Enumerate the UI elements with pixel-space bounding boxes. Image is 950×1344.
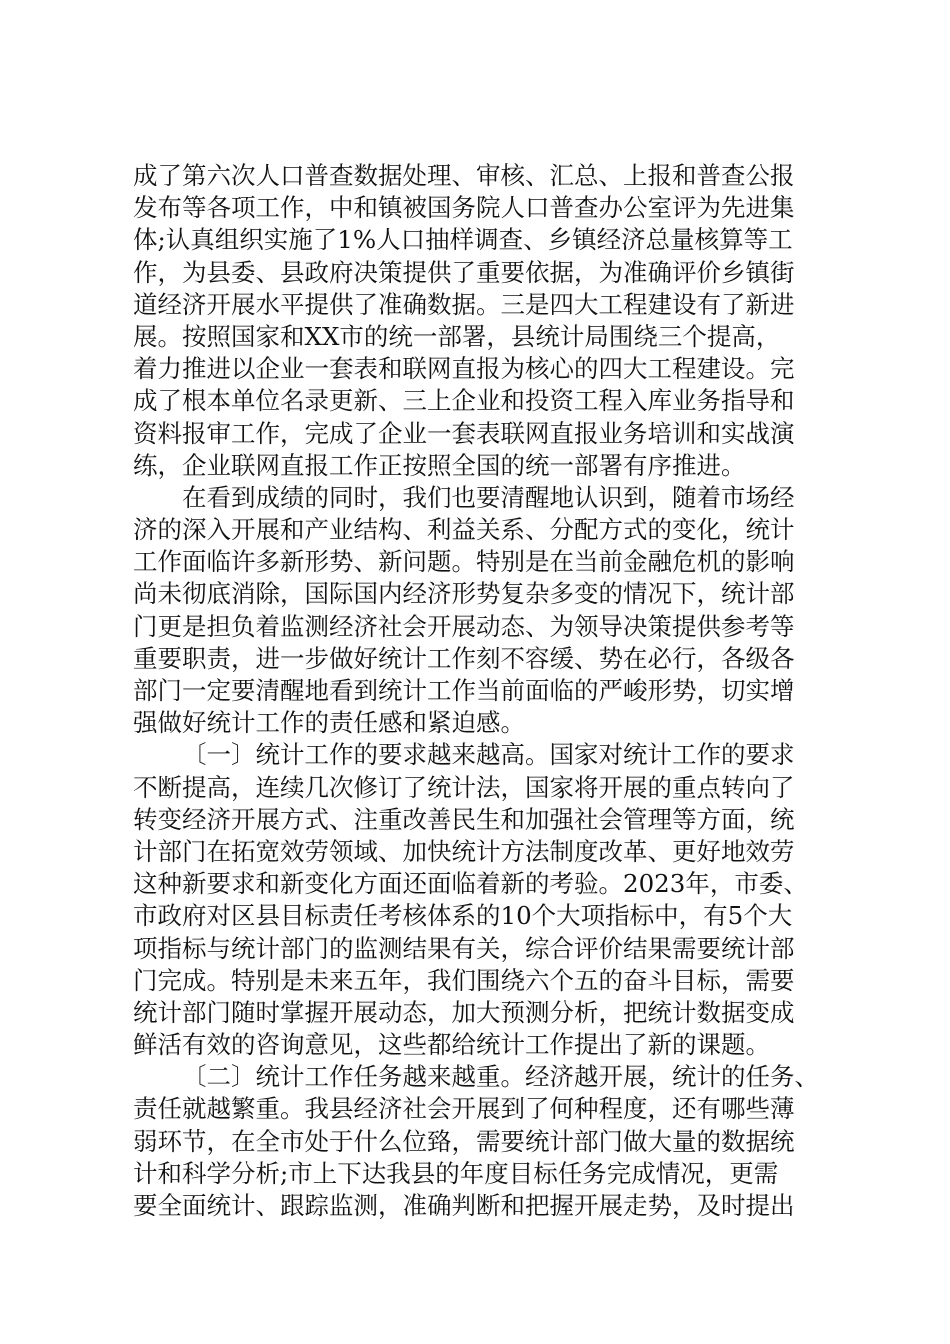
text-line: 这种新要求和新变化方面还面临着新的考验。2023年，市委、 [133, 869, 808, 899]
text-line: 计部门在拓宽效劳领域、加快统计方法制度改革、更好地效劳 [133, 836, 795, 866]
text-line: 道经济开展水平提供了准确数据。三是四大工程建设有了新进 [133, 289, 795, 319]
text-line: 计和科学分析;市上下达我县的年度目标任务完成情况，更需 [133, 1158, 779, 1188]
paragraph-start-line: 〔二〕统计工作任务越来越重。经济越开展，统计的任务、 [182, 1062, 819, 1092]
text-line: 练，企业联网直报工作正按照全国的统一部署有序推进。 [133, 450, 746, 480]
text-line: 尚未彻底消除，国际国内经济形势复杂多变的情况下，统计部 [133, 579, 795, 609]
paragraph-start-line: 在看到成绩的同时，我们也要清醒地认识到，随着市场经 [182, 482, 795, 512]
text-line: 鲜活有效的咨询意见，这些都给统计工作提出了新的课题。 [133, 1030, 770, 1060]
paragraph-start-line: 〔一〕统计工作的要求越来越高。国家对统计工作的要求 [182, 740, 795, 770]
text-line: 资料报审工作，完成了企业一套表联网直报业务培训和实战演 [133, 418, 795, 448]
text-line: 发布等各项工作，中和镇被国务院人口普查办公室评为先进集 [133, 193, 795, 223]
text-line: 门更是担负着监测经济社会开展动态、为领导决策提供参考等 [133, 611, 795, 641]
text-line: 弱环节，在全市处于什么位臵，需要统计部门做大量的数据统 [133, 1126, 795, 1156]
text-line: 成了根本单位名录更新、三上企业和投资工程入库业务指导和 [133, 386, 795, 416]
text-line: 强做好统计工作的责任感和紧迫感。 [133, 708, 525, 738]
text-line: 转变经济开展方式、注重改善民生和加强社会管理等方面，统 [133, 804, 795, 834]
body-text [133, 160, 833, 1222]
text-line: 着力推进以企业一套表和联网直报为核心的四大工程建设。完 [133, 354, 795, 384]
text-line: 门完成。特别是未来五年，我们围绕六个五的奋斗目标，需要 [133, 965, 795, 995]
text-line: 工作面临许多新形势、新问题。特别是在当前金融危机的影响 [133, 547, 795, 577]
text-line: 展。按照国家和XX市的统一部署，县统计局围绕三个提高， [133, 321, 781, 351]
text-line: 部门一定要清醒地看到统计工作当前面临的严峻形势，切实增 [133, 676, 795, 705]
text-line: 市政府对区县目标责任考核体系的10个大项指标中，有5个大 [133, 901, 793, 931]
text-line: 要全面统计、跟踪监测，准确判断和把握开展走势，及时提出 [133, 1191, 795, 1220]
text-line: 济的深入开展和产业结构、利益关系、分配方式的变化，统计 [133, 515, 795, 545]
text-line: 不断提高，连续几次修订了统计法，国家将开展的重点转向了 [133, 772, 795, 802]
text-line: 成了第六次人口普查数据处理、审核、汇总、上报和普查公报 [133, 161, 795, 190]
text-line: 统计部门随时掌握开展动态，加大预测分析，把统计数据变成 [133, 997, 795, 1027]
text-line: 责任就越繁重。我县经济社会开展到了何种程度，还有哪些薄 [133, 1094, 795, 1124]
text-line: 作，为县委、县政府决策提供了重要依据，为准确评价乡镇街 [133, 257, 795, 287]
text-line: 重要职责，进一步做好统计工作刻不容缓、势在必行，各级各 [133, 643, 795, 673]
text-line: 项指标与统计部门的监测结果有关，综合评价结果需要统计部 [133, 933, 795, 963]
text-line: 体;认真组织实施了1%人口抽样调查、乡镇经济总量核算等工 [133, 225, 793, 255]
